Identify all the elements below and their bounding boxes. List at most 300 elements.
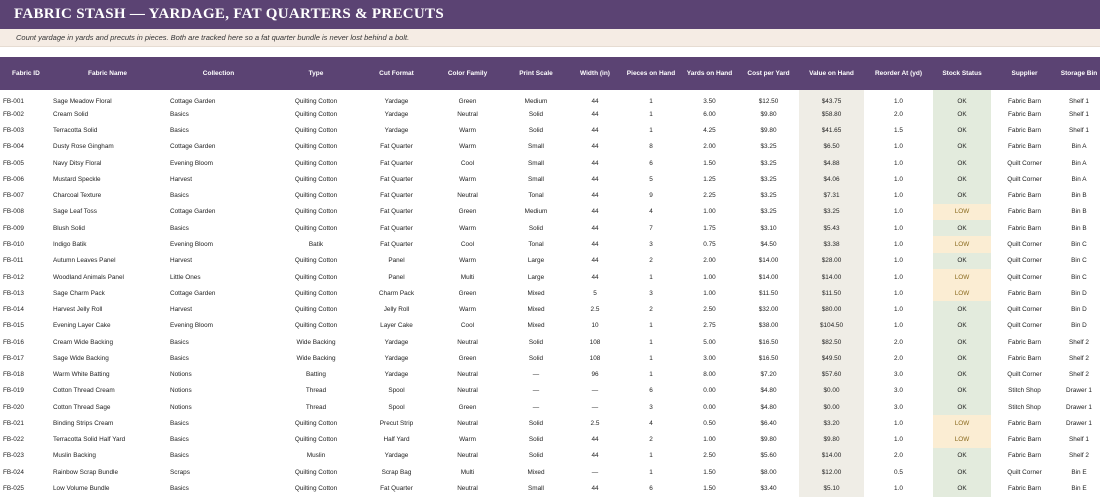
table-row[interactable] [0,334,1100,350]
cell-fabric-id: FB-019 [3,387,24,395]
table-row[interactable] [0,383,1100,399]
cell-fabric-id: FB-004 [3,143,24,151]
cell-reorder-at: 1.0 [894,208,903,216]
cell-cost-per-yard: $3.25 [760,208,777,216]
cell-type: Quilting Cotton [294,485,338,492]
cell-stock-status: OK [933,399,991,415]
cell-supplier: Fabric Barn [1007,110,1042,118]
cell-storage-bin: Shelf 1 [1069,127,1089,135]
cell-print-scale: Large [527,257,545,265]
cell-pieces-on-hand: 3 [649,289,653,297]
table-row[interactable] [0,432,1100,448]
cell-width: — [591,403,599,411]
column-header-cost-per-yard[interactable]: Cost per Yard [747,70,790,77]
cell-type: Quilting Cotton [294,273,338,281]
cell-fabric-name: Warm White Batting [53,371,110,379]
cell-color-family: Neutral [457,485,478,492]
cell-width: 44 [591,241,599,249]
cell-fabric-id: FB-005 [3,159,24,167]
cell-color-family: Green [458,354,477,362]
cell-width: 44 [591,159,599,167]
cell-cut-format: Yardage [384,110,409,118]
cell-supplier: Quilt Corner [1007,257,1042,265]
cell-color-family: Neutral [457,110,478,118]
cell-cost-per-yard: $4.50 [760,241,777,249]
cell-storage-bin: Bin C [1071,241,1087,249]
cell-value-on-hand: $0.00 [799,399,864,415]
cell-type: Thread [305,403,327,411]
table-row[interactable] [0,269,1100,285]
cell-yards-on-hand: 0.75 [703,241,716,249]
cell-fabric-name: Cream Wide Backing [53,338,114,346]
cell-width: 44 [591,257,599,265]
cell-yards-on-hand: 1.00 [703,208,716,216]
cell-cut-format: Fat Quarter [380,485,413,492]
cell-cut-format: Charm Pack [378,289,415,297]
cell-width: 44 [591,175,599,183]
table-row[interactable] [0,480,1100,496]
cell-fabric-name: Cream Solid [53,110,89,118]
cell-fabric-name: Muslin Backing [53,452,96,460]
sheet-note: Count yardage in yards and precuts in pieces. Both are tracked here so a fat quarter bundle is never lost behind a bolt. [0,29,1100,47]
cell-yards-on-hand: 0.00 [703,387,716,395]
cell-collection: Basics [170,419,189,427]
column-header-fabric-id[interactable]: Fabric ID [12,70,40,77]
cell-yards-on-hand: 3.00 [703,354,716,362]
cell-supplier: Fabric Barn [1007,127,1042,135]
cell-fabric-name: Terracotta Solid [53,127,98,135]
column-header-supplier[interactable]: Supplier [1011,70,1038,77]
cell-supplier: Quilt Corner [1007,175,1042,183]
cell-print-scale: Solid [528,452,544,460]
cell-storage-bin: Bin A [1071,159,1087,167]
cell-yards-on-hand: 1.50 [703,468,716,476]
cell-collection: Notions [170,371,192,379]
cell-print-scale: Small [528,175,544,183]
cell-storage-bin: Shelf 1 [1069,98,1089,106]
cell-supplier: Quilt Corner [1007,241,1042,249]
cell-reorder-at: 3.0 [894,371,903,379]
cell-yards-on-hand: 1.00 [703,436,716,444]
cell-fabric-name: Mustard Speckle [53,175,101,183]
cell-reorder-at: 1.0 [894,143,903,151]
cell-cut-format: Fat Quarter [380,241,413,249]
cell-type: Batik [308,241,324,249]
cell-cost-per-yard: $38.00 [758,322,779,330]
table-row[interactable] [0,139,1100,155]
cell-collection: Basics [170,354,189,362]
cell-cost-per-yard: $9.80 [760,127,777,135]
cell-fabric-name: Navy Ditsy Floral [53,159,102,167]
cell-type: Thread [305,387,327,395]
cell-value-on-hand: $28.00 [799,253,864,269]
cell-supplier: Quilt Corner [1007,322,1042,330]
cell-cost-per-yard: $14.00 [758,257,779,265]
cell-fabric-id: FB-011 [3,257,24,265]
table-row[interactable] [0,464,1100,480]
cell-cost-per-yard: $6.40 [760,419,777,427]
cell-fabric-id: FB-006 [3,175,24,183]
cell-type: Quilting Cotton [294,306,338,314]
cell-pieces-on-hand: 1 [649,98,653,106]
column-header-stock-status[interactable]: Stock Status [942,70,982,77]
cell-width: 96 [591,371,599,379]
cell-supplier: Stitch Shop [1008,387,1041,395]
table-row[interactable] [0,155,1100,171]
column-header-pieces-on-hand[interactable]: Pieces on Hand [626,70,676,77]
cell-stock-status: OK [933,188,991,204]
column-header-fabric-name[interactable]: Fabric Name [87,70,128,77]
cell-fabric-id: FB-012 [3,273,24,281]
cell-fabric-id: FB-023 [3,452,24,460]
cell-width: — [591,387,599,395]
column-header-value-on-hand[interactable]: Value on Hand [809,70,854,77]
cell-value-on-hand: $57.60 [799,367,864,383]
cell-supplier: Fabric Barn [1007,98,1042,106]
cell-print-scale: Mixed [527,322,545,330]
cell-reorder-at: 0.5 [894,468,903,476]
cell-reorder-at: 2.0 [894,354,903,362]
cell-collection: Evening Bloom [170,241,213,249]
header-row [0,57,1100,90]
fabric-stash-table [0,57,1100,497]
cell-storage-bin: Bin E [1071,485,1087,492]
cell-color-family: Warm [459,257,476,265]
cell-reorder-at: 1.0 [894,306,903,314]
cell-yards-on-hand: 0.00 [703,403,716,411]
cell-fabric-name: Terracotta Solid Half Yard [53,436,126,444]
cell-type: Quilting Cotton [294,192,338,200]
cell-color-family: Cool [460,322,475,330]
cell-pieces-on-hand: 2 [649,257,653,265]
table-body [0,90,1100,497]
cell-pieces-on-hand: 1 [649,322,653,330]
cell-collection: Harvest [170,257,193,265]
cell-stock-status: OK [933,350,991,366]
cell-value-on-hand: $5.10 [799,480,864,496]
cell-collection: Basics [170,127,189,135]
cell-yards-on-hand: 5.00 [703,338,716,346]
cell-print-scale: Small [528,485,544,492]
cell-pieces-on-hand: 3 [649,241,653,249]
cell-width: 108 [589,338,601,346]
table-row[interactable] [0,188,1100,204]
cell-fabric-name: Cotton Thread Sage [53,403,111,411]
cell-fabric-id: FB-014 [3,306,24,314]
cell-collection: Harvest [170,306,193,314]
cell-print-scale: Tonal [528,241,544,249]
cell-print-scale: Solid [528,110,544,118]
column-header-color-family[interactable]: Color Family [447,70,488,77]
cell-reorder-at: 1.0 [894,485,903,492]
cell-storage-bin: Shelf 2 [1069,338,1089,346]
cell-yards-on-hand: 8.00 [703,371,716,379]
table-row[interactable] [0,204,1100,220]
cell-reorder-at: 2.0 [894,452,903,460]
cell-storage-bin: Drawer 1 [1066,403,1092,411]
cell-pieces-on-hand: 1 [649,354,653,362]
table-row[interactable] [0,90,1100,106]
cell-cut-format: Yardage [384,338,409,346]
cell-stock-status: LOW [933,415,991,431]
cell-value-on-hand: $104.50 [799,318,864,334]
cell-type: Quilting Cotton [294,127,338,135]
cell-stock-status: OK [933,301,991,317]
cell-cut-format: Scrap Bag [381,468,412,476]
cell-fabric-name: Sage Leaf Toss [53,208,97,216]
cell-color-family: Warm [459,436,476,444]
cell-stock-status: OK [933,171,991,187]
cell-fabric-id: FB-007 [3,192,24,200]
cell-yards-on-hand: 6.00 [703,110,716,118]
cell-pieces-on-hand: 6 [649,387,653,395]
cell-supplier: Fabric Barn [1007,289,1042,297]
cell-stock-status: LOW [933,285,991,301]
cell-width: 44 [591,224,599,232]
cell-stock-status: OK [933,155,991,171]
cell-storage-bin: Bin E [1071,468,1087,476]
cell-value-on-hand: $11.50 [799,285,864,301]
cell-reorder-at: 3.0 [894,403,903,411]
cell-collection: Evening Bloom [170,159,213,167]
table-row[interactable] [0,301,1100,317]
table-row[interactable] [0,253,1100,269]
cell-color-family: Cool [460,159,475,167]
cell-type: Quilting Cotton [294,322,338,330]
cell-fabric-id: FB-025 [3,485,24,492]
cell-width: 44 [591,98,599,106]
column-header-type[interactable]: Type [308,70,324,77]
cell-fabric-id: FB-017 [3,354,24,362]
cell-type: Quilting Cotton [294,468,338,476]
cell-supplier: Fabric Barn [1007,354,1042,362]
cell-stock-status: LOW [933,236,991,252]
cell-fabric-id: FB-010 [3,241,24,249]
cell-pieces-on-hand: 6 [649,159,653,167]
table-row[interactable] [0,236,1100,252]
cell-cost-per-yard: $3.25 [760,192,777,200]
cell-value-on-hand: $80.00 [799,301,864,317]
cell-reorder-at: 1.0 [894,98,903,106]
cell-width: 44 [591,208,599,216]
cell-pieces-on-hand: 1 [649,110,653,118]
cell-supplier: Stitch Shop [1008,403,1041,411]
column-header-storage-bin[interactable]: Storage Bin [1060,70,1098,77]
cell-collection: Cottage Garden [170,208,216,216]
cell-type: Quilting Cotton [294,110,338,118]
cell-storage-bin: Bin A [1071,143,1087,151]
table-row[interactable] [0,123,1100,139]
cell-value-on-hand: $4.06 [799,171,864,187]
cell-reorder-at: 1.0 [894,322,903,330]
cell-fabric-id: FB-022 [3,436,24,444]
cell-supplier: Fabric Barn [1007,338,1042,346]
cell-type: Wide Backing [296,338,336,346]
table-row[interactable] [0,106,1100,122]
cell-collection: Harvest [170,175,193,183]
cell-collection: Basics [170,436,189,444]
cell-storage-bin: Shelf 2 [1069,354,1089,362]
cell-type: Quilting Cotton [294,224,338,232]
cell-collection: Basics [170,192,189,200]
cell-supplier: Quilt Corner [1007,273,1042,281]
cell-fabric-id: FB-018 [3,371,24,379]
cell-pieces-on-hand: 4 [649,208,653,216]
table-row[interactable] [0,220,1100,236]
column-header-width[interactable]: Width (in) [580,70,610,77]
cell-fabric-name: Cotton Thread Cream [53,387,115,395]
cell-color-family: Neutral [457,452,478,460]
cell-cost-per-yard: $3.25 [760,175,777,183]
cell-color-family: Neutral [457,387,478,395]
cell-cost-per-yard: $11.50 [758,289,779,297]
cell-value-on-hand: $4.88 [799,155,864,171]
table-row[interactable] [0,367,1100,383]
cell-print-scale: Small [528,159,544,167]
cell-width: 108 [589,354,601,362]
cell-color-family: Green [458,289,477,297]
cell-cost-per-yard: $9.80 [760,110,777,118]
cell-yards-on-hand: 1.50 [703,485,716,492]
cell-print-scale: Medium [524,208,548,216]
cell-width: 44 [591,143,599,151]
cell-cut-format: Half Yard [383,436,410,444]
cell-yards-on-hand: 1.00 [703,289,716,297]
cell-pieces-on-hand: 5 [649,175,653,183]
cell-color-family: Green [458,208,477,216]
cell-yards-on-hand: 1.00 [703,273,716,281]
column-header-print-scale[interactable]: Print Scale [519,70,553,77]
cell-fabric-name: Harvest Jelly Roll [53,306,103,314]
cell-value-on-hand: $5.43 [799,220,864,236]
table-row[interactable] [0,399,1100,415]
cell-stock-status: OK [933,334,991,350]
table-row[interactable] [0,350,1100,366]
column-header-collection[interactable]: Collection [202,70,235,77]
cell-value-on-hand: $43.75 [799,90,864,106]
table-row[interactable] [0,415,1100,431]
cell-stock-status: OK [933,106,991,122]
cell-fabric-name: Blush Solid [53,224,85,232]
cell-fabric-name: Woodland Animals Panel [53,273,124,281]
cell-value-on-hand: $12.00 [799,464,864,480]
cell-stock-status: OK [933,367,991,383]
cell-stock-status: OK [933,480,991,496]
cell-type: Quilting Cotton [294,159,338,167]
cell-collection: Basics [170,224,189,232]
cell-cost-per-yard: $8.00 [760,468,777,476]
cell-cut-format: Spool [388,387,405,395]
cell-fabric-name: Rainbow Scrap Bundle [53,468,119,476]
cell-value-on-hand: $14.00 [799,269,864,285]
table-row[interactable] [0,171,1100,187]
column-header-yards-on-hand[interactable]: Yards on Hand [686,70,733,77]
cell-reorder-at: 1.0 [894,224,903,232]
spacer [0,47,1100,57]
cell-storage-bin: Bin D [1071,306,1087,314]
cell-collection: Basics [170,485,189,492]
cell-collection: Basics [170,338,189,346]
cell-stock-status: OK [933,220,991,236]
cell-cut-format: Panel [388,273,405,281]
cell-cost-per-yard: $16.50 [758,354,779,362]
cell-reorder-at: 1.0 [894,241,903,249]
cell-fabric-id: FB-008 [3,208,24,216]
cell-pieces-on-hand: 9 [649,192,653,200]
cell-print-scale: — [532,371,540,379]
cell-print-scale: — [532,387,540,395]
cell-collection: Basics [170,110,189,118]
table-row[interactable] [0,285,1100,301]
cell-value-on-hand: $3.20 [799,415,864,431]
cell-value-on-hand: $3.25 [799,204,864,220]
cell-yards-on-hand: 0.50 [703,419,716,427]
column-header-reorder-at[interactable]: Reorder At (yd) [874,70,923,77]
table-row[interactable] [0,318,1100,334]
cell-supplier: Fabric Barn [1007,208,1042,216]
cell-fabric-name: Low Volume Bundle [53,485,110,492]
cell-print-scale: Solid [528,436,544,444]
cell-reorder-at: 1.0 [894,175,903,183]
cell-value-on-hand: $14.00 [799,448,864,464]
cell-fabric-id: FB-013 [3,289,24,297]
cell-color-family: Neutral [457,338,478,346]
cell-yards-on-hand: 2.50 [703,306,716,314]
table-row[interactable] [0,448,1100,464]
cell-storage-bin: Bin B [1071,192,1087,200]
cell-pieces-on-hand: 3 [649,403,653,411]
cell-storage-bin: Bin D [1071,322,1087,330]
cell-pieces-on-hand: 1 [649,468,653,476]
cell-cut-format: Layer Cake [380,322,413,330]
cell-stock-status: OK [933,464,991,480]
cell-fabric-id: FB-020 [3,403,24,411]
cell-type: Wide Backing [296,354,336,362]
cell-color-family: Warm [459,175,476,183]
cell-pieces-on-hand: 1 [649,127,653,135]
cell-reorder-at: 3.0 [894,387,903,395]
cell-pieces-on-hand: 8 [649,143,653,151]
cell-fabric-name: Sage Meadow Floral [53,98,112,106]
cell-width: 44 [591,273,599,281]
cell-storage-bin: Drawer 1 [1066,419,1092,427]
cell-width: 44 [591,127,599,135]
cell-stock-status: OK [933,383,991,399]
cell-fabric-name: Binding Strips Cream [53,419,114,427]
cell-pieces-on-hand: 7 [649,224,653,232]
cell-cut-format: Yardage [384,354,409,362]
cell-supplier: Quilt Corner [1007,468,1042,476]
cell-type: Quilting Cotton [294,143,338,151]
cell-fabric-id: FB-001 [3,98,24,106]
cell-supplier: Fabric Barn [1007,143,1042,151]
cell-print-scale: Small [528,143,544,151]
cell-value-on-hand: $0.00 [799,383,864,399]
cell-cut-format: Fat Quarter [380,224,413,232]
cell-print-scale: Solid [528,419,544,427]
column-header-cut-format[interactable]: Cut Format [379,70,414,77]
cell-pieces-on-hand: 1 [649,371,653,379]
cell-width: 2.5 [590,419,600,427]
cell-storage-bin: Drawer 1 [1066,387,1092,395]
cell-cut-format: Fat Quarter [380,159,413,167]
cell-print-scale: Solid [528,127,544,135]
cell-fabric-id: FB-015 [3,322,24,330]
cell-value-on-hand: $3.38 [799,236,864,252]
cell-yards-on-hand: 2.75 [703,322,716,330]
cell-stock-status: OK [933,139,991,155]
cell-width: — [591,468,599,476]
